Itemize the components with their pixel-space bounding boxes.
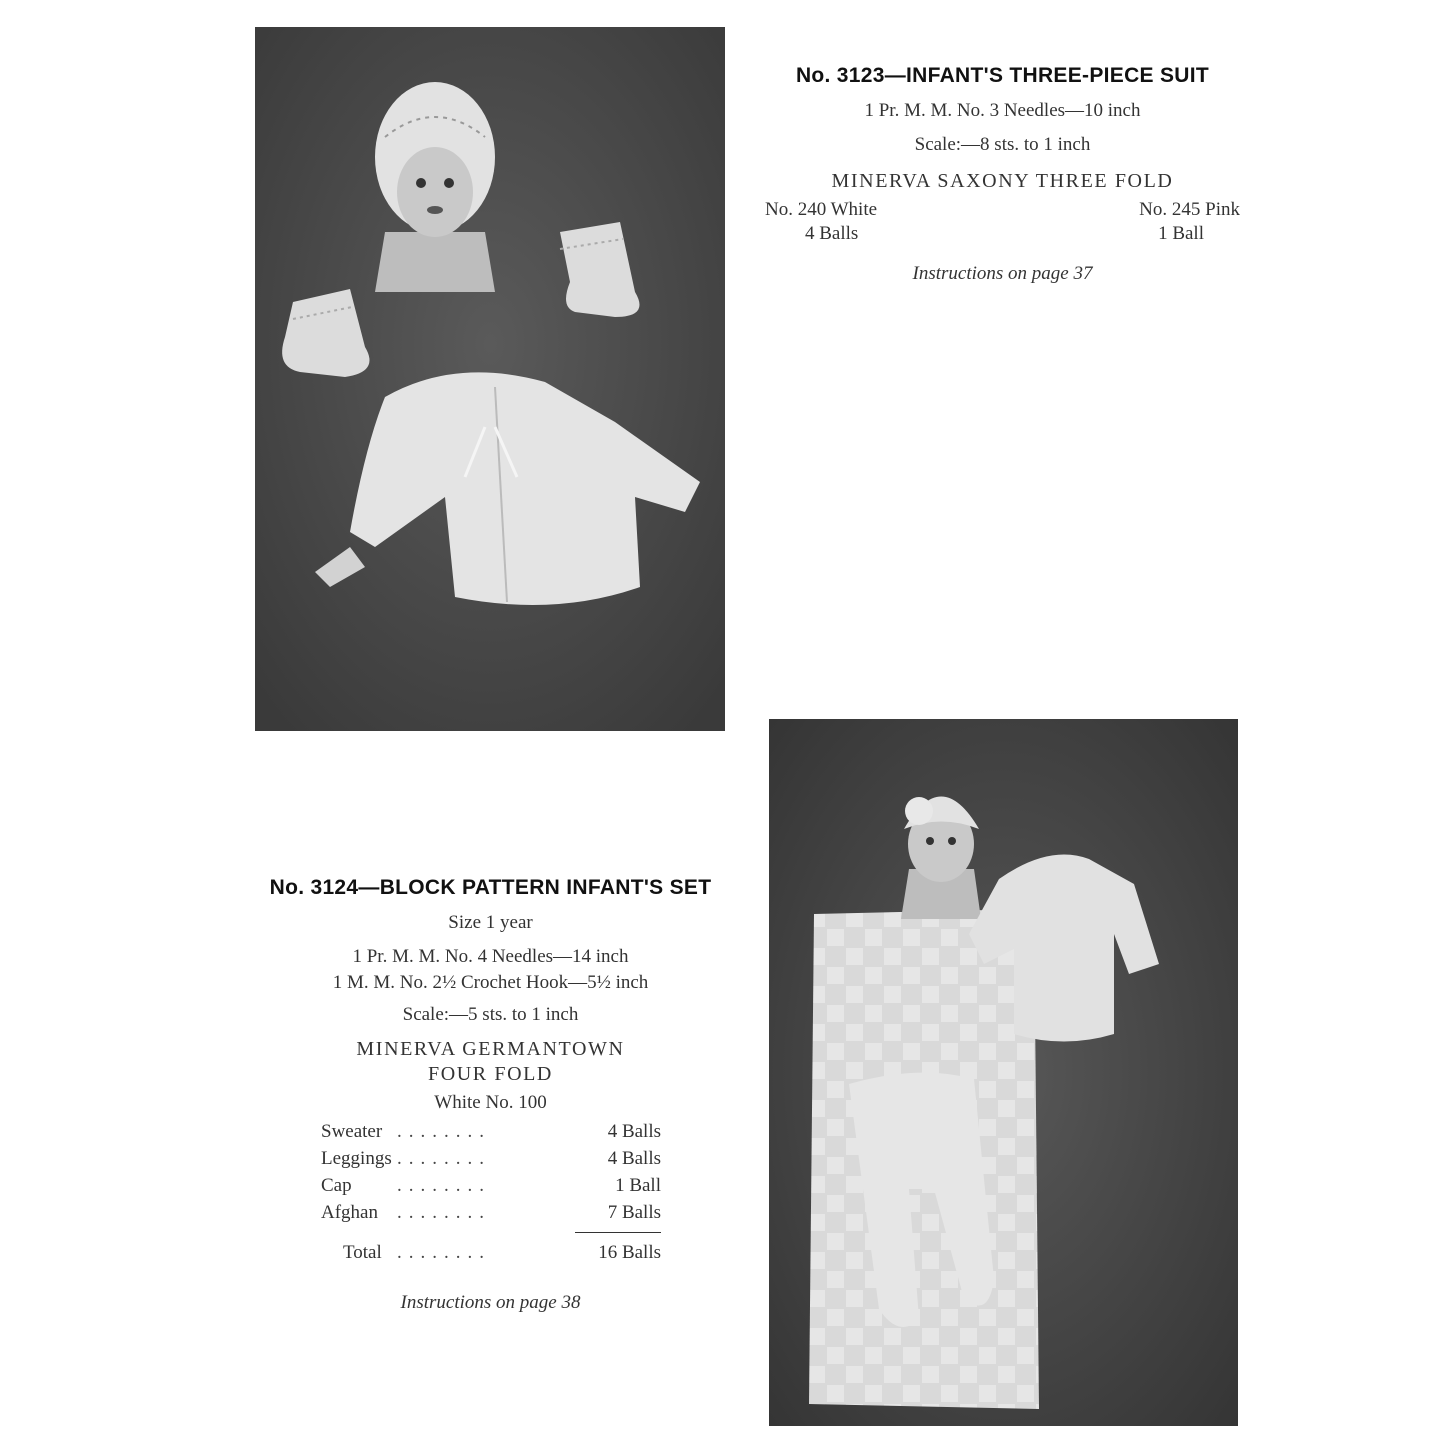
- dot-leader: ........: [397, 1148, 491, 1169]
- materials-table: [321, 1118, 661, 1266]
- color-pink-name: No. 245 Pink: [1139, 199, 1240, 220]
- photo-block-pattern-set: [769, 719, 1238, 1426]
- material-name: Leggings: [321, 1148, 392, 1169]
- pattern-3123-color-quantities: [765, 223, 1240, 245]
- pattern-3124-title: No. 3124—BLOCK PATTERN INFANT'S SET: [269, 876, 712, 899]
- material-name: Afghan: [321, 1202, 378, 1223]
- pattern-3123-details: [765, 64, 1240, 285]
- material-qty: 7 Balls: [607, 1202, 661, 1223]
- pattern-3124-scale: Scale:—5 sts. to 1 inch: [402, 1004, 579, 1025]
- total-qty: 16 Balls: [598, 1242, 661, 1263]
- dot-leader: ........: [397, 1121, 491, 1142]
- total-label: Total: [343, 1242, 382, 1263]
- photo-three-piece-suit-illustration: [255, 27, 725, 731]
- pattern-3124-needles: 1 Pr. M. M. No. 4 Needles—14 inch: [352, 946, 629, 967]
- pattern-3124-yarn-line2: FOUR FOLD: [428, 1063, 553, 1085]
- pattern-3123-scale: Scale:—8 sts. to 1 inch: [914, 134, 1091, 155]
- material-row: [321, 1199, 661, 1226]
- pattern-3123-color-names: [765, 199, 1240, 221]
- pattern-3124-yarn-color: White No. 100: [434, 1092, 547, 1113]
- material-qty: 4 Balls: [607, 1121, 661, 1142]
- photo-three-piece-suit: [255, 27, 725, 731]
- pattern-3124-hook: 1 M. M. No. 2½ Crochet Hook—5½ inch: [332, 972, 649, 993]
- pattern-3124-size: Size 1 year: [448, 912, 533, 933]
- material-row: [321, 1145, 661, 1172]
- photo-block-pattern-set-illustration: [769, 719, 1238, 1426]
- pattern-3124-details: [248, 876, 733, 1314]
- dot-leader: ........: [397, 1242, 491, 1263]
- color-white-name: No. 240 White: [765, 199, 878, 220]
- color-white-qty: 4 Balls: [805, 223, 859, 244]
- dot-leader: ........: [397, 1202, 491, 1223]
- material-qty: 4 Balls: [607, 1148, 661, 1169]
- pattern-3123-needles: 1 Pr. M. M. No. 3 Needles—10 inch: [864, 100, 1141, 121]
- pattern-3123-yarn: MINERVA SAXONY THREE FOLD: [831, 170, 1174, 192]
- color-pink-qty: 1 Ball: [1158, 223, 1204, 244]
- pattern-3124-instructions: Instructions on page 38: [400, 1292, 581, 1313]
- material-total-row: [321, 1239, 661, 1266]
- pattern-3123-title: No. 3123—INFANT'S THREE-PIECE SUIT: [795, 64, 1210, 87]
- material-qty: 1 Ball: [615, 1175, 661, 1196]
- pattern-3123-instructions: Instructions on page 37: [912, 263, 1093, 284]
- material-name: Cap: [321, 1175, 352, 1196]
- pattern-3124-yarn-line1: MINERVA GERMANTOWN: [356, 1038, 625, 1060]
- material-row: [321, 1172, 661, 1199]
- dot-leader: ........: [397, 1175, 491, 1196]
- material-row: [321, 1118, 661, 1145]
- total-divider: [575, 1232, 661, 1233]
- material-name: Sweater: [321, 1121, 383, 1142]
